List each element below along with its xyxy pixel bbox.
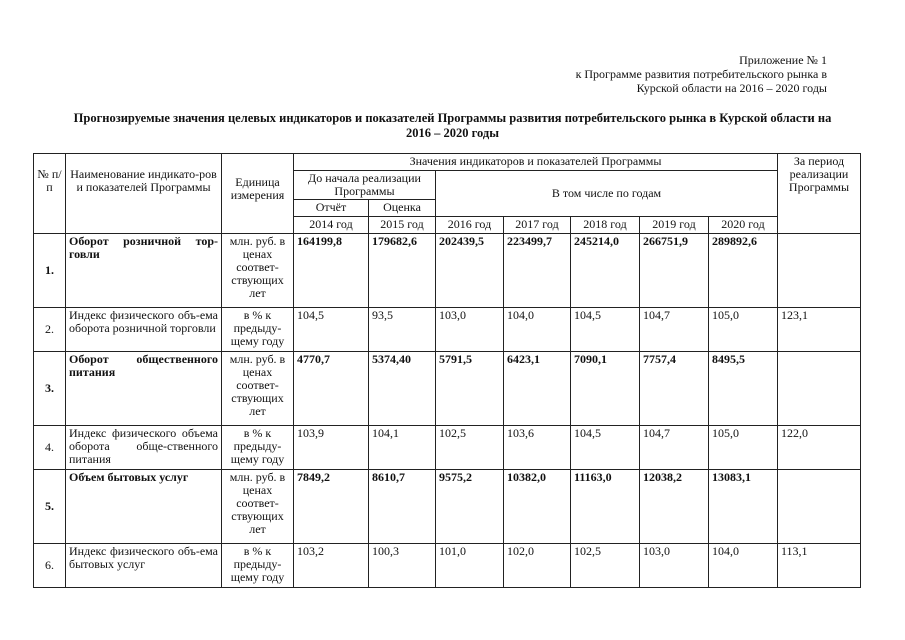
header-year: 2020 год — [709, 217, 778, 234]
table-row — [34, 544, 861, 588]
period-value: 113,1 — [778, 544, 861, 588]
unit-cell: млн. руб. в ценах соответ-ствующих лет — [222, 470, 294, 544]
value-cell: 164199,8 — [294, 234, 369, 308]
header-year: 2016 год — [436, 217, 504, 234]
unit-cell: в % к предыду-щему году — [222, 544, 294, 588]
value-cell: 5374,40 — [369, 352, 436, 426]
value-cell: 8610,7 — [369, 470, 436, 544]
value-cell: 245214,0 — [571, 234, 640, 308]
value-cell: 103,6 — [504, 426, 571, 470]
value-cell: 12038,2 — [640, 470, 709, 544]
value-cell: 6423,1 — [504, 352, 571, 426]
header-num: № п/п — [34, 154, 66, 234]
row-number: 6. — [34, 544, 66, 588]
period-value: 122,0 — [778, 426, 861, 470]
value-cell: 104,1 — [369, 426, 436, 470]
value-cell: 105,0 — [709, 308, 778, 352]
header-year: 2014 год — [294, 217, 369, 234]
value-cell: 289892,6 — [709, 234, 778, 308]
indicator-name: Индекс физического объ-ема бытовых услуг — [66, 544, 222, 588]
value-cell: 104,0 — [709, 544, 778, 588]
row-number: 3. — [34, 352, 66, 426]
header-year: 2015 год — [369, 217, 436, 234]
value-cell: 104,7 — [640, 308, 709, 352]
table-row — [34, 426, 861, 470]
indicator-name: Оборот общественного питания — [66, 352, 222, 426]
header-estimate: Оценка — [369, 200, 436, 217]
title-line: Прогнозируемые значения целевых индикаторов и показателей Программы развития потребительского рынка в Курской области на — [73, 111, 832, 125]
period-value — [778, 352, 861, 426]
value-cell: 104,5 — [294, 308, 369, 352]
value-cell: 179682,6 — [369, 234, 436, 308]
appendix-note — [527, 53, 827, 95]
value-cell: 104,5 — [571, 426, 640, 470]
value-cell: 223499,7 — [504, 234, 571, 308]
value-cell: 102,5 — [571, 544, 640, 588]
value-cell: 104,0 — [504, 308, 571, 352]
value-cell: 103,2 — [294, 544, 369, 588]
header-row — [34, 154, 861, 171]
value-cell: 4770,7 — [294, 352, 369, 426]
header-year: 2019 год — [640, 217, 709, 234]
header-year: 2018 год — [571, 217, 640, 234]
value-cell: 100,3 — [369, 544, 436, 588]
value-cell: 103,9 — [294, 426, 369, 470]
value-cell: 10382,0 — [504, 470, 571, 544]
indicator-name: Индекс физического объ-ема оборота розничной торговли — [66, 308, 222, 352]
indicator-name: Индекс физического объема оборота обще-ственного питания — [66, 426, 222, 470]
indicator-name: Объем бытовых услуг — [66, 470, 222, 544]
title-line: 2016 – 2020 годы — [406, 126, 499, 140]
value-cell: 5791,5 — [436, 352, 504, 426]
period-value — [778, 234, 861, 308]
row-number: 2. — [34, 308, 66, 352]
table-row — [34, 234, 861, 308]
value-cell: 11163,0 — [571, 470, 640, 544]
header-values-group: Значения индикаторов и показателей Программы — [294, 154, 778, 171]
unit-cell: в % к предыду-щему году — [222, 426, 294, 470]
header-before: До начала реализации Программы — [294, 171, 436, 200]
table-row — [34, 470, 861, 544]
value-cell: 7849,2 — [294, 470, 369, 544]
header-by-years: В том числе по годам — [436, 171, 778, 217]
indicator-name: Оборот розничной тор-говли — [66, 234, 222, 308]
value-cell: 103,0 — [640, 544, 709, 588]
header-report: Отчёт — [294, 200, 369, 217]
row-number: 4. — [34, 426, 66, 470]
value-cell: 9575,2 — [436, 470, 504, 544]
value-cell: 93,5 — [369, 308, 436, 352]
value-cell: 105,0 — [709, 426, 778, 470]
document-title — [40, 111, 865, 141]
appendix-line: к Программе развития потребительского рынка в — [575, 67, 827, 81]
table-row — [34, 352, 861, 426]
period-value — [778, 470, 861, 544]
value-cell: 101,0 — [436, 544, 504, 588]
indicators-table — [33, 153, 861, 588]
header-period: За период реализации Программы — [778, 154, 861, 234]
value-cell: 102,5 — [436, 426, 504, 470]
value-cell: 7090,1 — [571, 352, 640, 426]
table-row — [34, 308, 861, 352]
unit-cell: млн. руб. в ценах соответ-ствующих лет — [222, 352, 294, 426]
header-year: 2017 год — [504, 217, 571, 234]
value-cell: 266751,9 — [640, 234, 709, 308]
header-name: Наименование индикато-ров и показателей Программы — [66, 154, 222, 234]
header-unit: Единица измерения — [222, 154, 294, 234]
unit-cell: в % к предыду-щему году — [222, 308, 294, 352]
appendix-line: Приложение № 1 — [739, 53, 827, 67]
period-value: 123,1 — [778, 308, 861, 352]
value-cell: 13083,1 — [709, 470, 778, 544]
unit-cell: млн. руб. в ценах соответ-ствующих лет — [222, 234, 294, 308]
row-number: 1. — [34, 234, 66, 308]
value-cell: 103,0 — [436, 308, 504, 352]
value-cell: 104,5 — [571, 308, 640, 352]
value-cell: 7757,4 — [640, 352, 709, 426]
value-cell: 102,0 — [504, 544, 571, 588]
appendix-line: Курской области на 2016 – 2020 годы — [636, 81, 827, 95]
value-cell: 104,7 — [640, 426, 709, 470]
row-number: 5. — [34, 470, 66, 544]
value-cell: 202439,5 — [436, 234, 504, 308]
value-cell: 8495,5 — [709, 352, 778, 426]
